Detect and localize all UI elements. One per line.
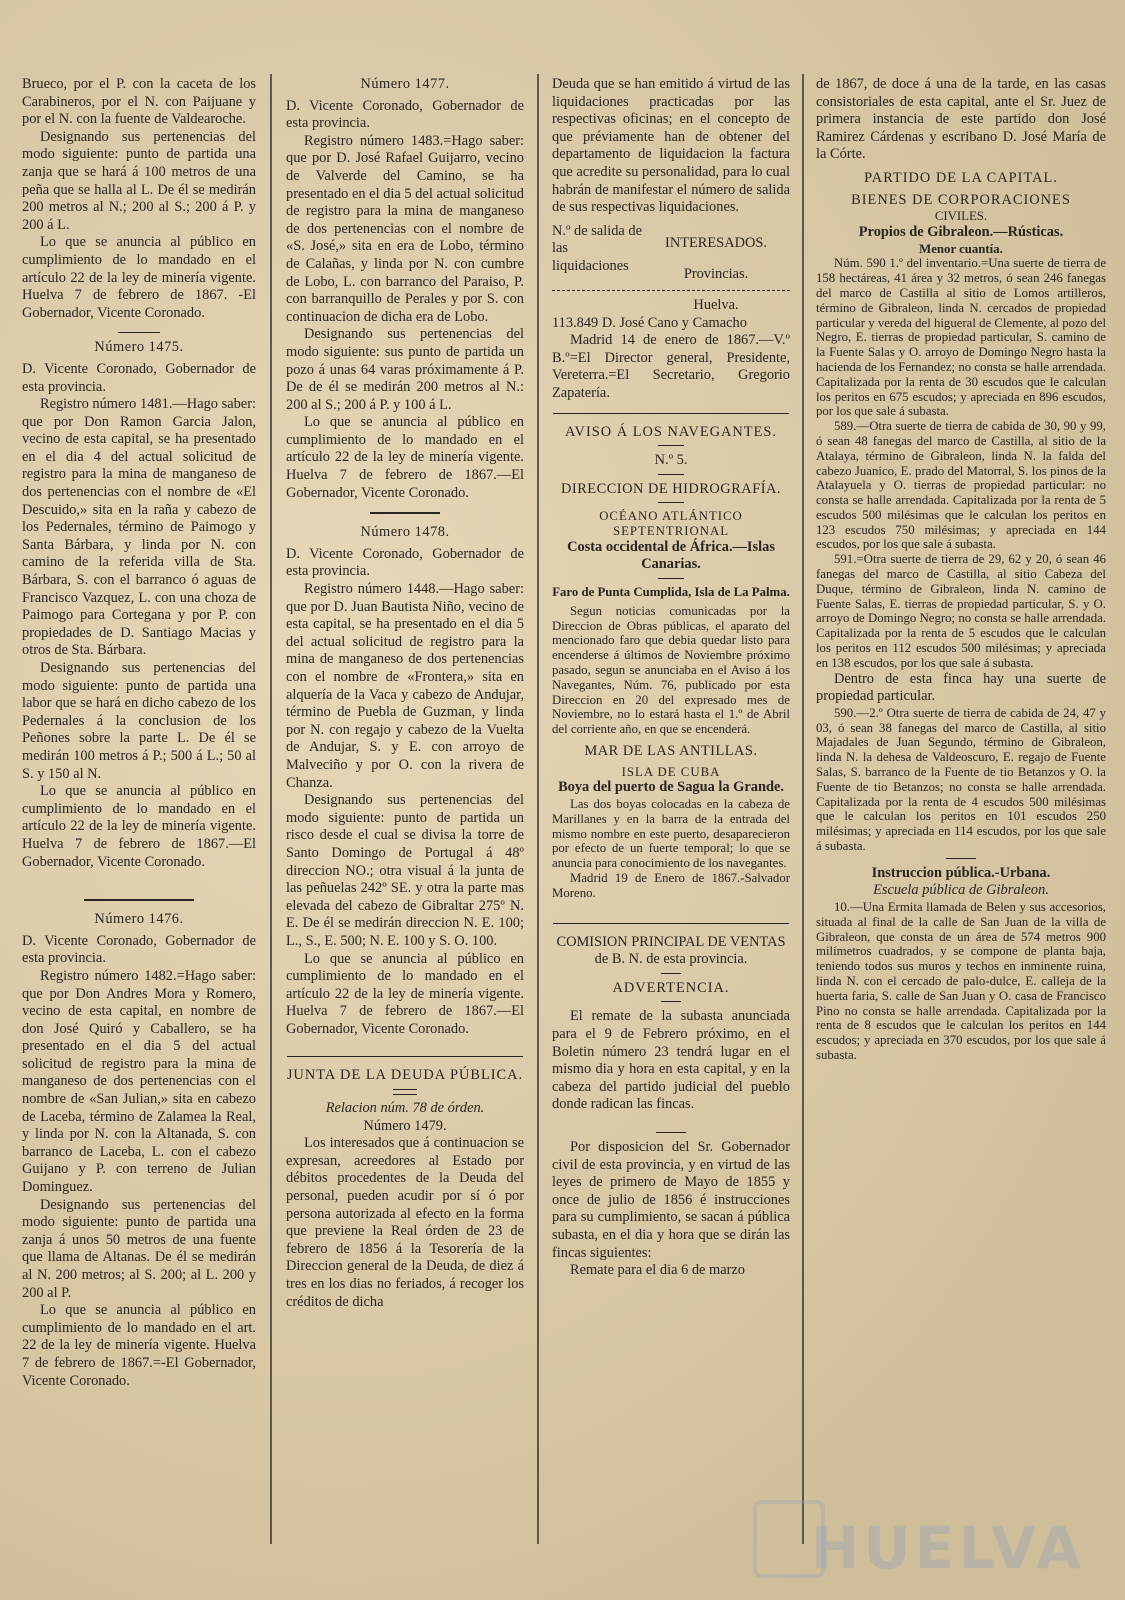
- text-paragraph: D. Vicente Coronado, Gobernador de esta provincia.: [22, 360, 256, 395]
- table-header-cell: Provincias.: [683, 266, 749, 283]
- text-paragraph: Las dos boyas colocadas en la cabeza de Marillanes y en la barra de la entrada del mismo nombre en este puerto, desaparecieron por efecto de un fuerte temporal; lo que se anuncia para conocimiento de los navegantes.: [552, 797, 790, 871]
- divider: [552, 290, 790, 291]
- subheading: Faro de Punta Cumplida, Isla de La Palma.: [552, 585, 790, 600]
- column-rule: [270, 74, 272, 1544]
- divider: [661, 1001, 681, 1002]
- subheading: Instruccion pública.-Urbana.: [871, 864, 1051, 881]
- text-paragraph: Segun noticias comunicadas por la Direccion de Obras públicas, el aparato del mencionado faro que debia quedar listo para encenderse á últimos de Noviembre próximo pasado, segun se anunciaba en el Aviso á los Navegantes, Núm. 76, publicado por esta Direccion en 20 del expresado mes de Noviembre, no lo estará hasta el 1.º de Abril del corriente año, en que se encenderá.: [552, 603, 790, 737]
- text-paragraph: Brueco, por el P. con la caceta de los Carabineros, por el N. con Paijuane y por el N. con la fuente de Valdearoche.: [22, 76, 256, 128]
- divider: [658, 474, 684, 475]
- text-paragraph: Registro número 1482.=Hago saber: que por Don Andres Mora y Romero, vecino de esta capital, en nombre de don José Quiró y Caballero, se ha presentado en el dia 5 del actual solicitud de registro para la mina de manganeso de dos pertenencias con el nombre de «San Julian,» sita en cabezo de Laceba, término de Zalamea la Real, y linda por N. con la Altanada, S. con barranco de Laceba, L. con el cabezo Guijano y P. con terreno de Julian Dominguez.: [22, 967, 256, 1196]
- subheading: Costa occidental de África.—Islas Canarias.: [567, 538, 775, 573]
- subheading: Escuela pública de Gibraleon.: [873, 882, 1049, 899]
- text-paragraph: Designando sus pertenencias del modo siguiente: sus punto de partida un pozo á unas 64 varas próximamente á P. De de él se medirán 200 metros al N.: 200 al S.; 200 á P. y 100 á L.: [286, 326, 524, 413]
- divider: [661, 973, 681, 974]
- text-paragraph: Núm. 590 1.º del inventario.=Una suerte de tierra de 158 hectáreas, 41 área y 32 metros, ó sean 246 fanegas del marco de Castilla al sitio de Lomos artilleros, término de Gibraleon, linda N. cercados de propiedad particular y vereda del higueral de Clemente, al pozo del Negro, E. tierras de propiedad particular, S. camino de la Fuente Salas y O. arroyo de Domingo Negro hasta la hacienda de los Fernandez; no consta se halle arrendada. Capitalizada por la renta de 30 escudos que le calculan los peritos en 675 escudos; y apreciada en 896 escudos, por los que sale á subasta.: [816, 256, 1106, 419]
- subheading: Propios de Gibraleon.—Rústicas.: [858, 223, 1064, 240]
- text-paragraph: Designando sus pertenencias del modo siguiente: punto de partida una zanja á unos 50 metros de una fuente que llama de Altanas. De él se medirán al N. 200 metros; al S. 200; al L. 200 y 200 al P.: [22, 1196, 256, 1301]
- divider: [553, 413, 789, 414]
- text-paragraph: Madrid 14 de enero de 1867.—V.º B.º=El Director general, Presidente, Vereterra.=El Secretario, Gregorio Zapatería.: [552, 332, 790, 401]
- text-paragraph: Lo que se anuncia al público en cumplimiento de lo mandado en el art. 22 de la ley de minería vigente. Huelva 7 de febrero de 1867.=-El Gobernador, Vicente Coronado.: [22, 1302, 256, 1389]
- text-paragraph: Lo que se anuncia al público en cumplimiento de lo mandado en el artículo 22 de la ley de minería vigente. Huelva 7 de febrero de 1867.—El Gobernador, Vicente Coronado.: [286, 414, 524, 501]
- section-heading: AVISO Á LOS NAVEGANTES.: [565, 423, 777, 440]
- divider: [946, 858, 976, 859]
- section-heading: DIRECCION DE HIDROGRAFÍA.: [561, 480, 781, 497]
- text-paragraph: El remate de la subasta anunciada para el 9 de Febrero próximo, en el Boletin número 23 tendrá lugar en el mismo dia y hora en esta capital, y en la cabeza del partido judicial del pueblo donde radican las fincas.: [552, 1008, 790, 1113]
- section-heading: ADVERTENCIA.: [612, 979, 730, 996]
- column-3: [552, 76, 790, 1580]
- table-province: Huelva.: [693, 296, 739, 313]
- divider: [658, 578, 684, 579]
- section-heading: N.º 5.: [654, 452, 688, 469]
- divider: [553, 923, 789, 924]
- text-paragraph: 10.—Una Ermita llamada de Belen y sus accesorios, situada al final de la calle de San Juan de la villa de Gibraleon, que consta de un área de 574 metros 900 milímetros cuadrados, y se compone de planta baja, teniendo todos sus muros y techos en inminente ruina, linda N. con el cercado de palo-dulce, E. calleja de la huerta faria, S. calle de San Juan y O. casa de Francisco Pino no consta se halle arrendada. Capitalizada por la renta de 8 escudos que le calculan los peritos en 144 escudos; y apreciada en 370 escudos, por los que sale á subasta.: [816, 900, 1106, 1062]
- text-paragraph: Lo que se anuncia al público en cumplimiento de lo mandado en el artículo 22 de la ley de minería vigente. Huelva 7 de febrero de 1867. -El Gobernador, Vicente Coronado.: [22, 234, 256, 321]
- divider: [370, 512, 440, 514]
- text-paragraph: D. Vicente Coronado, Gobernador de esta provincia.: [286, 97, 524, 132]
- table-header-cell: [642, 223, 790, 284]
- table-header-cell: N.º de salida de las liquidaciones: [552, 222, 642, 274]
- table-header: [552, 223, 790, 284]
- divider: [84, 899, 194, 901]
- text-paragraph: Registro número 1483.=Hago saber: que por D. José Rafael Guijarro, vecino de Valverde del Camino, se ha presentado en el dia 5 del actual solicitud de registro para la mina de manganeso de dos pertenencias con el nombre de «S. José,» sita en era de Lobo, término de Calañas, y linda por N. con cumbre de Lobo, L. con barranco del Paraiso, P. con barranquillo de Perales y por S. con continuacion de dicha era de Lobo.: [286, 132, 524, 325]
- subheading: Relacion núm. 78 de órden.: [325, 1100, 485, 1117]
- text-paragraph: Lo que se anuncia al público en cumplimiento de lo mandado en el artículo 22 de la ley de minería vigente. Huelva 7 de febrero de 1867.—El Gobernador, Vicente Coronado.: [286, 950, 524, 1037]
- table-header-cell: INTERESADOS.: [665, 234, 767, 251]
- text-paragraph: Designando sus pertenencias del modo siguiente: punto de partida una zanja que se hará á 100 metros de una peña que se halla al L. De él se medirán 200 metros al N.; 200 al S.; 200 á P. y 200 á L.: [22, 128, 256, 233]
- text-paragraph: Designando sus pertenencias del modo siguiente: punto de partida un risco desde el cual se divisa la torre de Santo Domingo de Portugal á 48º direccion NO.; otra visual á la junta de las peñuelas 242º SE. y otra la parte mas elevada del cabezo de Gibraltar 275º N. E. De él se medirán direccion N. E. 100; L., S., E. 500; N. E. 100 y S. O. 100.: [286, 792, 524, 949]
- text-paragraph: Deuda que se han emitido á virtud de las liquidaciones practicadas por las respectivas oficinas; en el concepto de que préviamente han de obtener del departamento de liquidacion la factura que acredite su personalidad, para lo cual habrán de manifestar el número de salida de sus respectivas liquidaciones.: [552, 76, 790, 216]
- subheading: Menor cuantía.: [919, 241, 1003, 256]
- divider: [658, 445, 684, 446]
- text-paragraph: Los interesados que á continuacion se expresan, acreedores al Estado por débitos procedentes de la Deuda del personal, pueden acudir por sí ó por persona autorizada al efecto en la forma que previene la Real órden de 23 de febrero de 1856 á la Tesorería de la Direccion general de la Deuda, de diez á tres en los dias no feriados, á recoger los créditos de dicha: [286, 1135, 524, 1310]
- text-paragraph: Por disposicion del Sr. Gobernador civil de esta provincia, y en virtud de las leyes de primero de Mayo de 1855 y once de julio de 1856 é instrucciones para su cumplimiento, se sacan á pública subasta, en el dia y hora que se dirán las fincas siguientes:: [552, 1138, 790, 1261]
- text-paragraph: Lo que se anuncia al público en cumplimiento de lo mandado en el artículo 22 de la ley de minería vigente. Huelva 7 de febrero de 1867.—El Gobernador, Vicente Coronado.: [22, 783, 256, 870]
- section-heading: Número 1478.: [360, 524, 450, 541]
- text-paragraph: D. Vicente Coronado, Gobernador de esta provincia.: [286, 545, 524, 580]
- section-heading: MAR DE LAS ANTILLAS.: [584, 743, 758, 760]
- table-row: 113.849 D. José Cano y Camacho: [552, 314, 747, 331]
- spacer: [552, 1114, 790, 1128]
- section-heading: Número 1475.: [94, 339, 184, 356]
- text-paragraph: Registro número 1481.—Hago saber: que por Don Ramon Garcia Jalon, vecino de esta capital, se ha presentado en el dia 4 del actual solicitud de registro para la mina de manganeso de dos pertenencias con el nombre de «El Descuido,» sita en la raña y cabezo de los Pedernales, término de Paimogo y Santa Bárbara, y linda por N. con camino de la referida villa de Sta. Bárbara, S. con el barranco ó aguas de Francisco Vazquez, L. con una choza de Paimogo para Cortegana y por P. con propiedades de D. Santiago Macias y otros de Sta. Bárbara.: [22, 396, 256, 659]
- section-heading: PARTIDO DE LA CAPITAL.: [864, 169, 1058, 186]
- text-paragraph: Remate para el dia 6 de marzo: [570, 1262, 745, 1279]
- subheading: Boya del puerto de Sagua la Grande.: [558, 779, 784, 796]
- section-heading: Número 1477.: [360, 76, 450, 92]
- text-paragraph: 591.=Otra suerte de tierra de 29, 62 y 20, ó sean 46 fanegas del marco de Castilla, al sitio Cabeza del Duque, término de Gibraleon, linda N. camino de Fuente Salas, E. tierras de propiedad particular, S. y O. arroyo de Domingo Negro; no consta se halle arrendada. Capitalizada por la renta de 5 escudos que le calculan los peritos en 112 escudos 500 milésimas; y apreciada en 138 escudos, por los que sale á subasta.: [816, 552, 1106, 670]
- divider: [656, 1132, 686, 1133]
- section-heading: JUNTA DE LA DEUDA PÚBLICA.: [286, 1067, 524, 1084]
- divider: [658, 502, 684, 503]
- text-paragraph: Designando sus pertenencias del modo siguiente: punto de partida una labor que se hará en dicho cabezo de los Pedernales á la conclusion de los Peñones sobre la parte L. De él se medirán 100 metros á P.; 500 á L.; 50 al S. y 150 al N.: [22, 660, 256, 782]
- section-heading: COMISION PRINCIPAL DE VENTAS de B. N. de esta provincia.: [556, 933, 786, 968]
- text-paragraph: de 1867, de doce á una de la tarde, en las casas consistoriales de esta capital, ante el Sr. Juez de primera instancia de este partido don José Ramirez Cárdenas y escribano D. José María de la Córte.: [816, 76, 1106, 163]
- divider: [393, 1089, 417, 1095]
- column-rule: [802, 74, 804, 1544]
- text-paragraph: Madrid 19 de Enero de 1867.-Salvador Moreno.: [552, 871, 790, 900]
- archive-watermark: HUELVA: [810, 1514, 1085, 1582]
- column-4: [816, 76, 1106, 1580]
- divider: [118, 332, 160, 333]
- divider: [287, 1056, 523, 1057]
- text-paragraph: 590.—2.º Otra suerte de tierra de cabida de 24, 47 y 03, ó sean 38 fanegas del marco de Castilla, al sitio Majadales de Juan Segundo, término de Gibraleon, linda N. la dehesa de Valdeoscuro, E. regajo de Fuente Salas, S. barranco de la Fuente de tio Betanzos y O. la Fuente de tio Betanzos; no consta se halle arrendada. Capitalizada por la renta de 4 escudos 500 milésimas que le calculan los peritos en 101 escudos 250 milésimas; y apreciada en 114 escudos, por los que sale á subasta.: [816, 705, 1106, 854]
- column-2: [286, 76, 524, 1580]
- section-heading: Número 1479.: [363, 1117, 447, 1134]
- text-paragraph: 589.—Otra suerte de tierra de cabida de 30, 90 y 99, ó sean 48 fanegas del marco de Castilla, al sitio de la Atalaya, término de Gibraleon, linda N. la falda del cabezo Juanico, E. prado del Matorral, S. los pinos de la Atalayuela y O. tierras de propiedad particular: no consta se halle arrendada. Capitalizada por la renta de 5 escudos 500 milésimas que le calculan los peritos en 123 escudos 750 milésimas; y apreciada en 144 escudos, por los que sale á subasta.: [816, 419, 1106, 552]
- section-heading: Número 1476.: [94, 911, 184, 928]
- column-1: [22, 76, 256, 1580]
- subheading: OCÉANO ATLÁNTICO SEPTENTRIONAL: [599, 509, 743, 539]
- subheading: CIVILES.: [934, 209, 988, 224]
- section-heading: BIENES DE CORPORACIONES: [851, 191, 1071, 208]
- text-paragraph: Registro número 1448.—Hago saber: que por D. Juan Bautista Niño, vecino de esta capital, se ha presentado en el dia 5 del actual solicitud de registro para la mina de manganeso de dos pertenencias con el nombre de «Frontera,» sita en alquería de la Vaca y cabezo de Andujar, término de Puebla de Guzman, y linda por N. con regajo y cabezo de la Vuelta de Andujar, S. y E. con arroyo de Malveciño y por O. con la rivera de Chanza.: [286, 581, 524, 791]
- text-paragraph: D. Vicente Coronado, Gobernador de esta provincia.: [22, 932, 256, 967]
- column-rule: [537, 74, 539, 1544]
- subheading: ISLA DE CUBA: [621, 764, 721, 779]
- text-paragraph: Dentro de esta finca hay una suerte de propiedad particular.: [816, 670, 1106, 705]
